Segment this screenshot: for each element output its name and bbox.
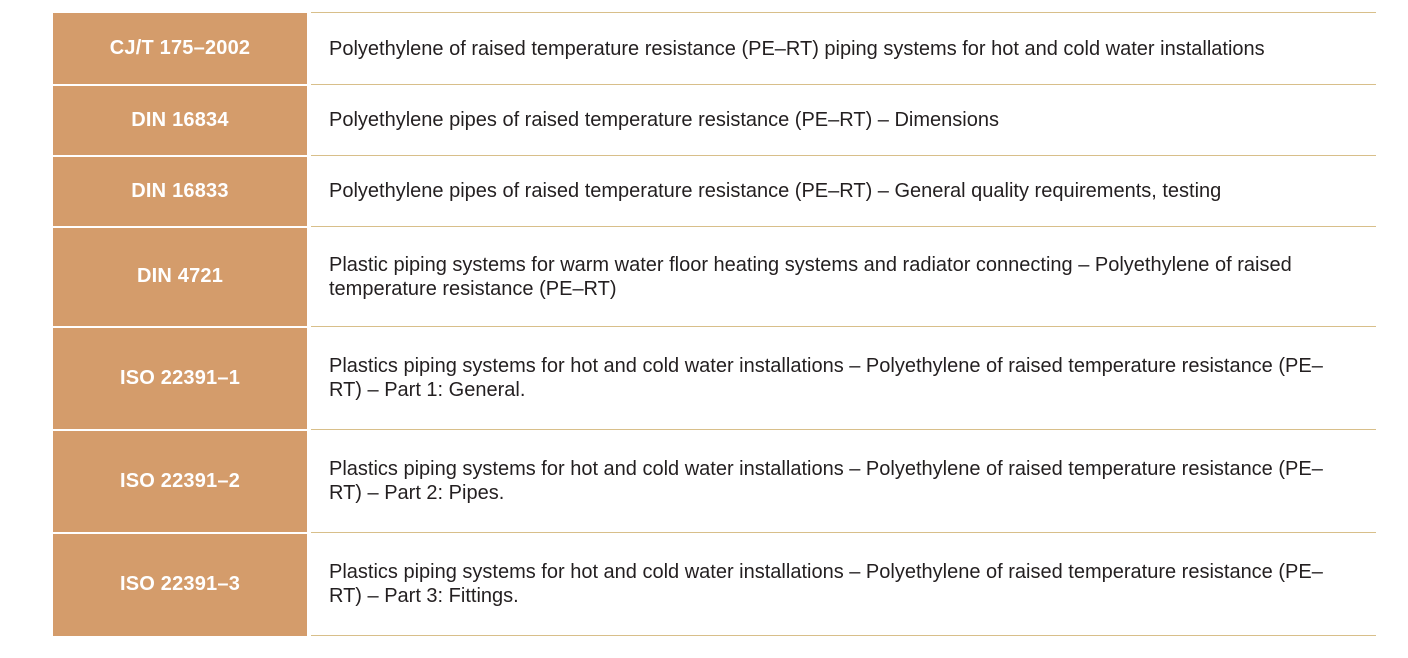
standards-table: [53, 12, 1376, 636]
standard-description: Polyethylene pipes of raised temperature resistance (PE–RT) – General quality requirements, testing: [311, 156, 1376, 227]
standards-table-body: [53, 13, 1376, 636]
table-row: [53, 227, 1376, 327]
standard-description: Plastics piping systems for hot and cold water installations – Polyethylene of raised temperature resistance (PE–RT) – Part 1: General.: [311, 327, 1376, 430]
standard-description: Plastics piping systems for hot and cold water installations – Polyethylene of raised temperature resistance (PE–RT) – Part 2: Pipes.: [311, 430, 1376, 533]
standard-code: DIN 4721: [53, 227, 307, 327]
table-row: [53, 533, 1376, 636]
standard-description: Polyethylene of raised temperature resistance (PE–RT) piping systems for hot and cold water installations: [311, 13, 1376, 85]
standard-description: Polyethylene pipes of raised temperature resistance (PE–RT) – Dimensions: [311, 85, 1376, 156]
table-row: [53, 85, 1376, 156]
standard-code: ISO 22391–2: [53, 430, 307, 533]
table-row: [53, 327, 1376, 430]
standard-code: ISO 22391–1: [53, 327, 307, 430]
table-row: [53, 430, 1376, 533]
standard-description: Plastic piping systems for warm water floor heating systems and radiator connecting – Polyethylene of raised temperature resistance (PE–RT): [311, 227, 1376, 327]
standard-description: Plastics piping systems for hot and cold water installations – Polyethylene of raised temperature resistance (PE–RT) – Part 3: Fittings.: [311, 533, 1376, 636]
standard-code: CJ/T 175–2002: [53, 13, 307, 85]
standard-code: ISO 22391–3: [53, 533, 307, 636]
standard-code: DIN 16833: [53, 156, 307, 227]
table-row: [53, 156, 1376, 227]
standard-code: DIN 16834: [53, 85, 307, 156]
table-row: [53, 13, 1376, 85]
